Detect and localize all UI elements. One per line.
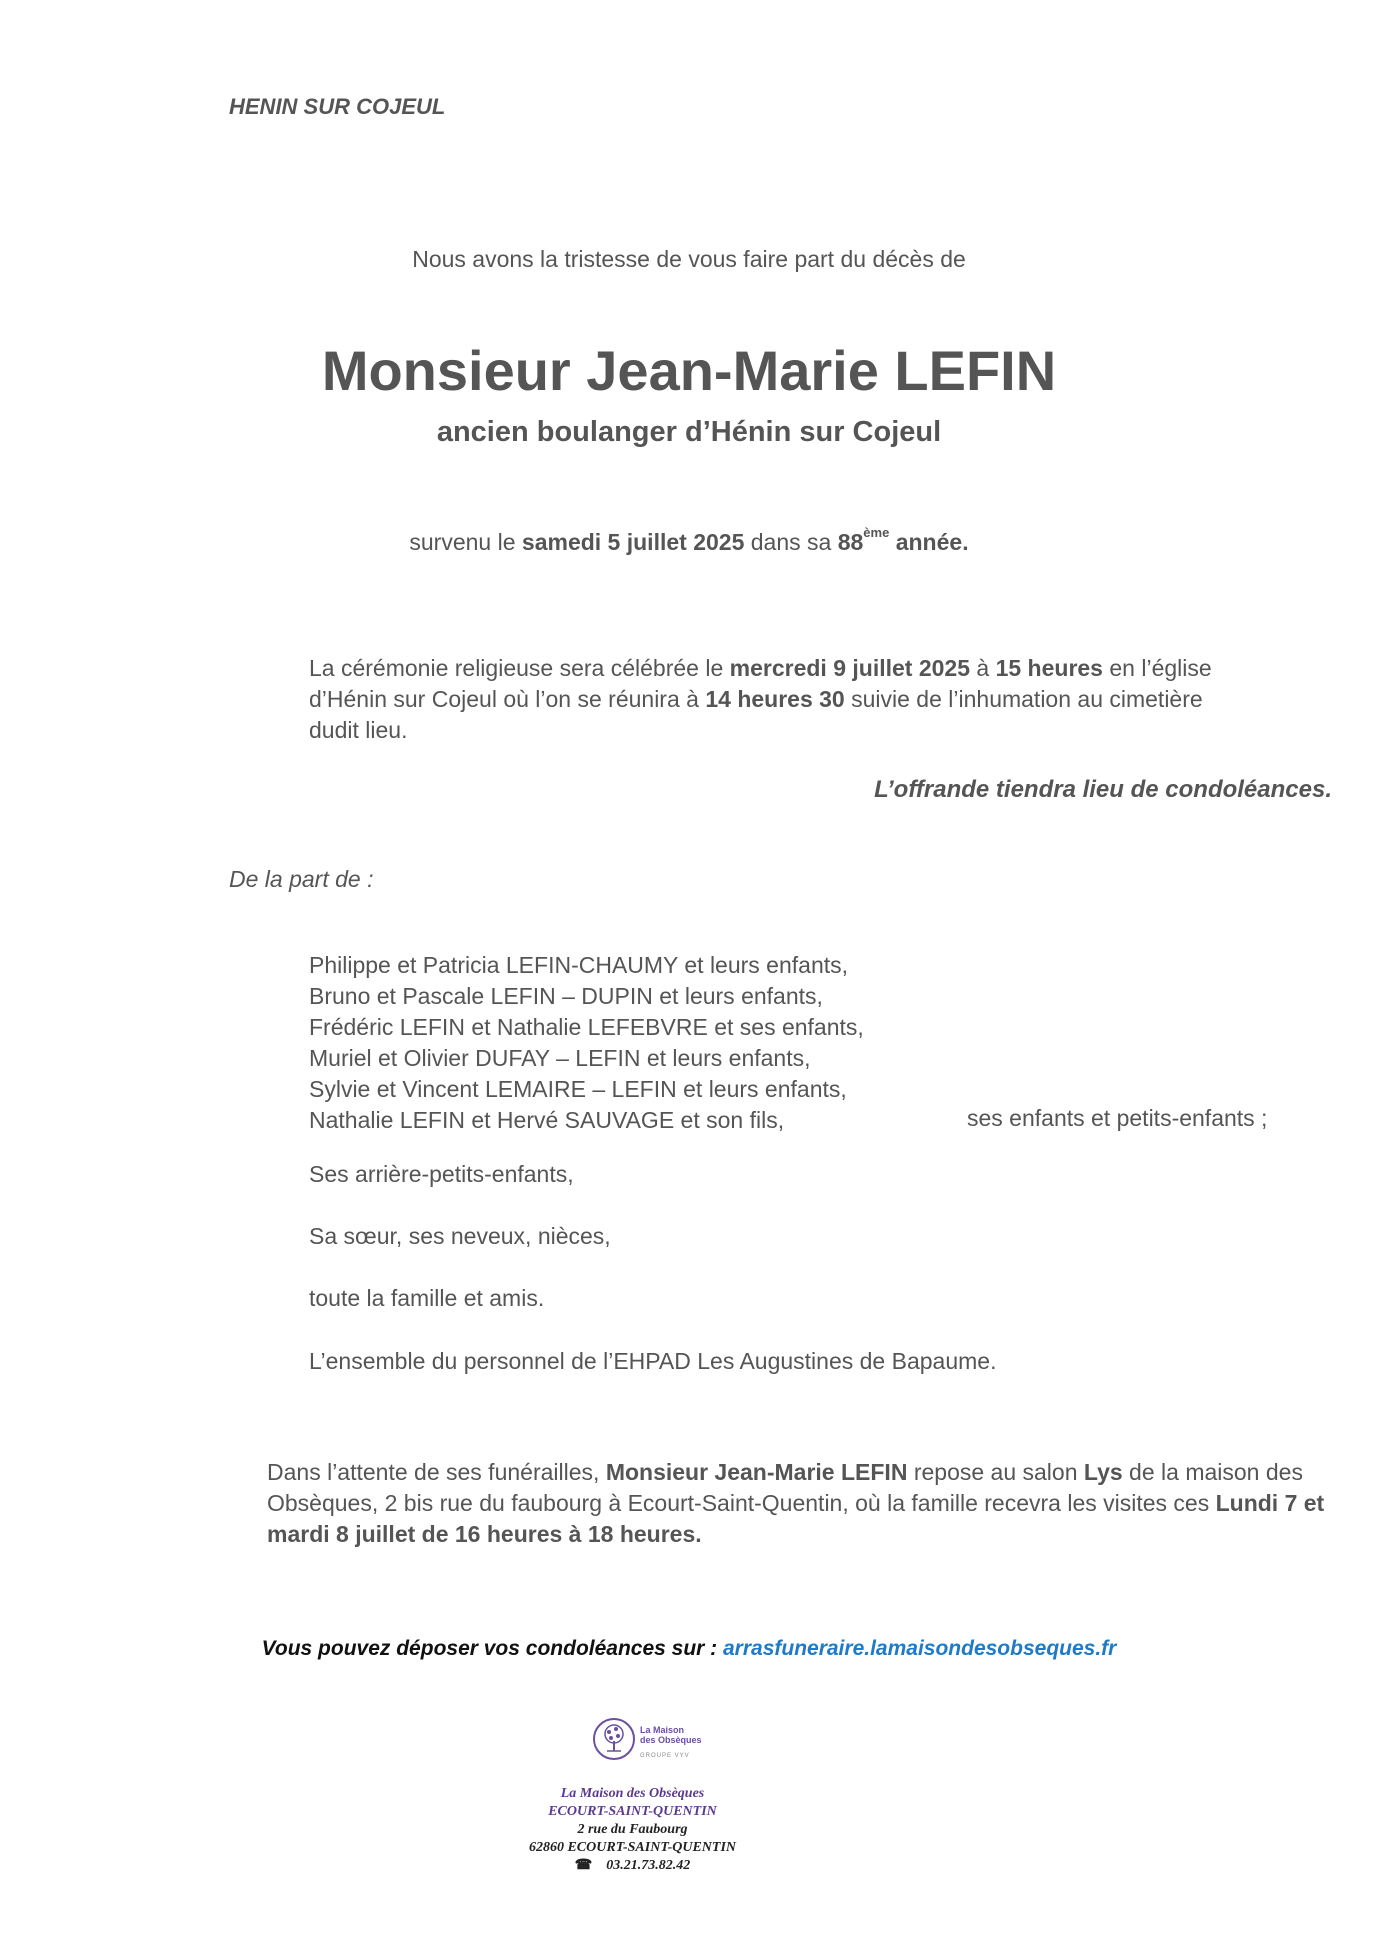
footer-phone: 03.21.73.82.42	[606, 1858, 691, 1873]
condolences-text: Vous pouvez déposer vos condoléances sur :	[261, 1637, 723, 1660]
ceremony-paragraph	[309, 653, 1249, 746]
ceremony-text-4: suivie de l’inhumation au cimetière dudit lieu.	[309, 686, 1203, 743]
condolences-line	[0, 1637, 1378, 1661]
offering-note: L’offrande tiendra lieu de condoléances.	[874, 776, 1332, 803]
logo-line-1: La Maison	[640, 1725, 685, 1735]
great-grandchildren: Ses arrière-petits-enfants,	[309, 1161, 574, 1187]
children-list	[309, 950, 864, 1136]
phone-icon: ☎	[574, 1858, 593, 1873]
death-mid: dans sa	[744, 529, 838, 555]
death-prefix: survenu le	[409, 529, 522, 555]
list-item: Sylvie et Vincent LEMAIRE – LEFIN et leurs enfants,	[309, 1076, 847, 1102]
rest-text-3: de la maison des Obsèques, 2 bis rue du faubourg à Ecourt-Saint-Quentin, où la famille recevra les visites ces	[267, 1459, 1303, 1516]
family-line: toute la famille et amis.	[309, 1285, 545, 1311]
footer-city: 62860 ECOURT-SAINT-QUENTIN	[528, 1840, 737, 1855]
rest-text-2: repose au salon	[907, 1459, 1084, 1485]
list-item: Nathalie LEFIN et Hervé SAUVAGE et son fils,	[309, 1107, 785, 1133]
death-date: samedi 5 juillet 2025	[521, 529, 745, 555]
list-item: Muriel et Olivier DUFAY – LEFIN et leurs enfants,	[309, 1045, 811, 1071]
tree-logo-icon	[592, 1717, 636, 1761]
deceased-occupation: ancien boulanger d’Hénin sur Cojeul	[436, 416, 942, 448]
list-item: Philippe et Patricia LEFIN-CHAUMY et leurs enfants,	[309, 952, 849, 978]
sister-line: Sa sœur, ses neveux, nièces,	[309, 1223, 611, 1249]
list-item: Frédéric LEFIN et Nathalie LEFEBVRE et ses enfants,	[309, 1014, 864, 1040]
ceremony-text-3: en l’église d’Hénin sur Cojeul où l’on se réunira à	[309, 655, 1212, 712]
list-item: Bruno et Pascale LEFIN – DUPIN et leurs enfants,	[309, 983, 823, 1009]
footer-address	[0, 1785, 1265, 1875]
footer-company: La Maison des Obsèques	[560, 1786, 705, 1801]
staff-line: L’ensemble du personnel de l’EHPAD Les Augustines de Bapaume.	[309, 1348, 997, 1374]
gather-time: 14 heures 30	[705, 686, 845, 712]
rest-paragraph	[267, 1457, 1347, 1550]
from-label: De la part de :	[229, 866, 374, 892]
ceremony-date: mercredi 9 juillet 2025	[729, 655, 970, 681]
ceremony-text-2: à	[970, 655, 996, 681]
age-number: 88	[837, 529, 864, 555]
rest-name: Monsieur Jean-Marie LEFIN	[605, 1459, 908, 1485]
company-logo	[592, 1717, 710, 1767]
town-heading: HENIN SUR COJEUL	[229, 94, 446, 119]
deceased-name: Monsieur Jean-Marie LEFIN	[321, 339, 1057, 402]
ceremony-time: 15 heures	[995, 655, 1103, 681]
children-label: ses enfants et petits-enfants ;	[967, 1105, 1268, 1131]
ceremony-text-1: La cérémonie religieuse sera célébrée le	[309, 655, 730, 681]
logo-line-2: des Obsèques	[640, 1735, 702, 1745]
age-sup: ème	[863, 525, 890, 540]
footer-street: 2 rue du Faubourg	[577, 1822, 688, 1837]
footer-branch: ECOURT-SAINT-QUENTIN	[548, 1804, 717, 1819]
death-line	[0, 525, 1378, 556]
rest-visits: Lundi 7 et mardi 8 juillet de 16 heures à 18 heures.	[267, 1490, 1325, 1547]
rest-salon: Lys	[1083, 1459, 1123, 1485]
age-suffix: année.	[889, 529, 969, 555]
condolences-link[interactable]: arrasfuneraire.lamaisondesobseques.fr	[723, 1637, 1117, 1660]
rest-text-1: Dans l’attente de ses funérailles,	[267, 1459, 606, 1485]
logo-sub: GROUPE VYV	[640, 1753, 690, 1759]
intro-text: Nous avons la tristesse de vous faire part du décès de	[412, 246, 966, 272]
